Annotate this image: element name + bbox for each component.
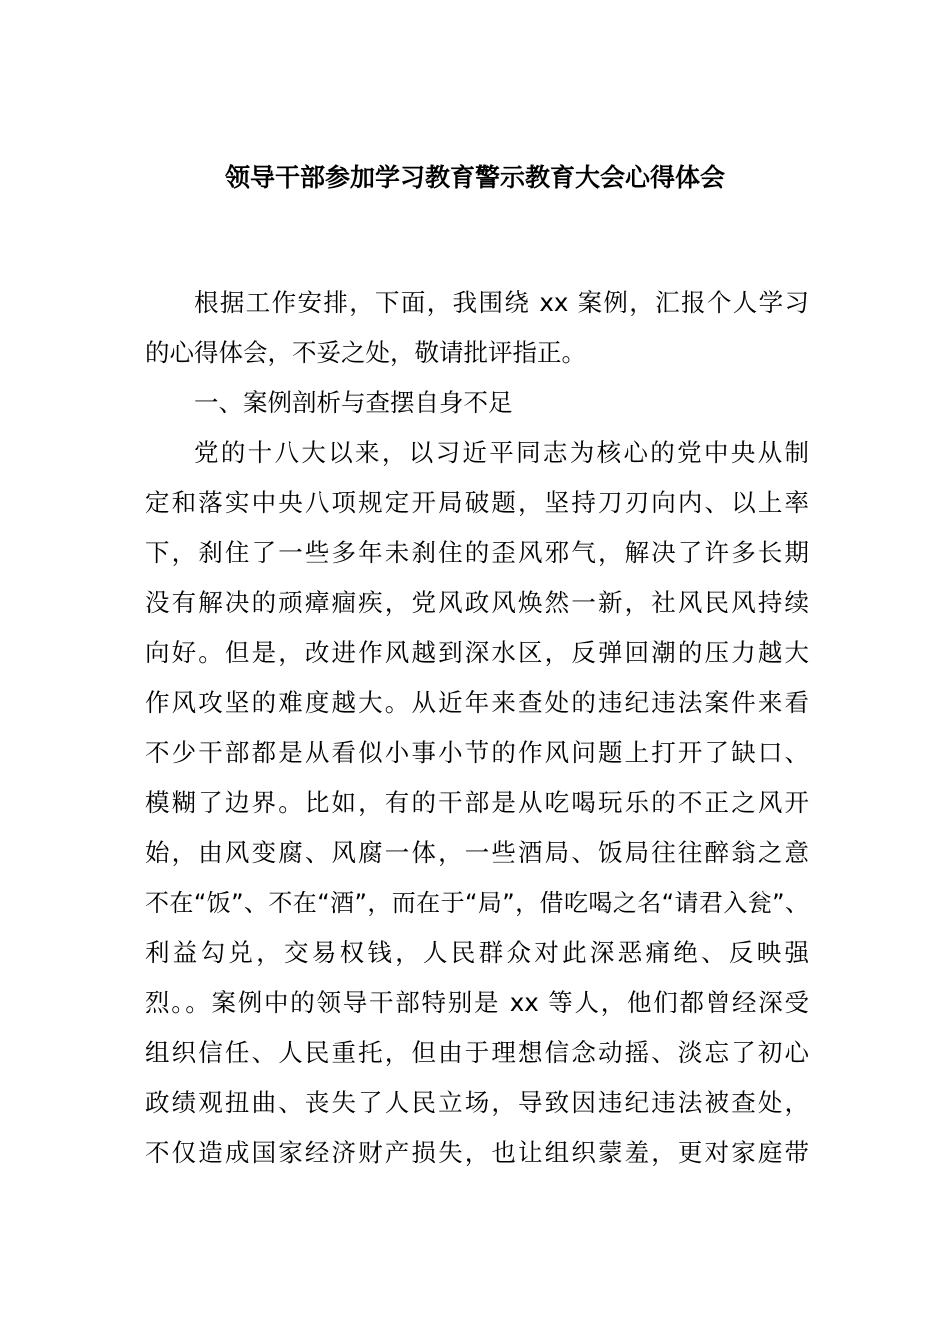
paragraph-line: 政绩观扭曲、丧失了人民立场，导致因违纪违法被查处， [145,1088,809,1117]
paragraph-line: 作风攻坚的难度越大。从近年来查处的违纪违法案件来看 [145,688,809,717]
paragraph-line: 向好。但是，改进作风越到深水区，反弹回潮的压力越大 [145,638,809,667]
paragraph-line: 定和落实中央八项规定开局破题，坚持刀刃向内、以上率 [145,488,809,517]
section-heading: 一、案例剖析与查摆自身不足 [194,388,513,417]
paragraph-line: 不在“饭”、不在“酒”，而在于“局”，借吃喝之名“请君入瓮”、 [145,889,809,917]
paragraph-line: 模糊了边界。比如，有的干部是从吃喝玩乐的不正之风开 [145,788,809,817]
paragraph-line: 下，刹住了一些多年未刹住的歪风邪气，解决了许多长期 [145,538,809,567]
paragraph-line: 烈。。案例中的领导干部特别是 xx 等人，他们都曾经深受 [145,988,809,1017]
paragraph-line: 没有解决的顽瘴痼疾，党风政风焕然一新，社风民风持续 [145,588,809,617]
paragraph-line: 不仅造成国家经济财产损失，也让组织蒙羞，更对家庭带 [145,1138,809,1167]
document-body [145,278,809,1178]
paragraph-line: 的心得体会，不妥之处，敬请批评指正。 [145,338,586,367]
document-title: 领导干部参加学习教育警示教育大会心得体会 [224,163,725,192]
paragraph-line: 始，由风变腐、风腐一体，一些酒局、饭局往往醉翁之意 [145,838,809,867]
paragraph-line: 利益勾兑，交易权钱，人民群众对此深恶痛绝、反映强 [145,938,809,967]
paragraph-line: 根据工作安排，下面，我围绕 xx 案例，汇报个人学习 [194,288,809,317]
paragraph-line: 组织信任、人民重托，但由于理想信念动摇、淡忘了初心 [145,1038,809,1067]
paragraph-line: 不少干部都是从看似小事小节的作风问题上打开了缺口、 [145,738,809,767]
paragraph-line: 党的十八大以来，以习近平同志为核心的党中央从制 [194,438,809,467]
